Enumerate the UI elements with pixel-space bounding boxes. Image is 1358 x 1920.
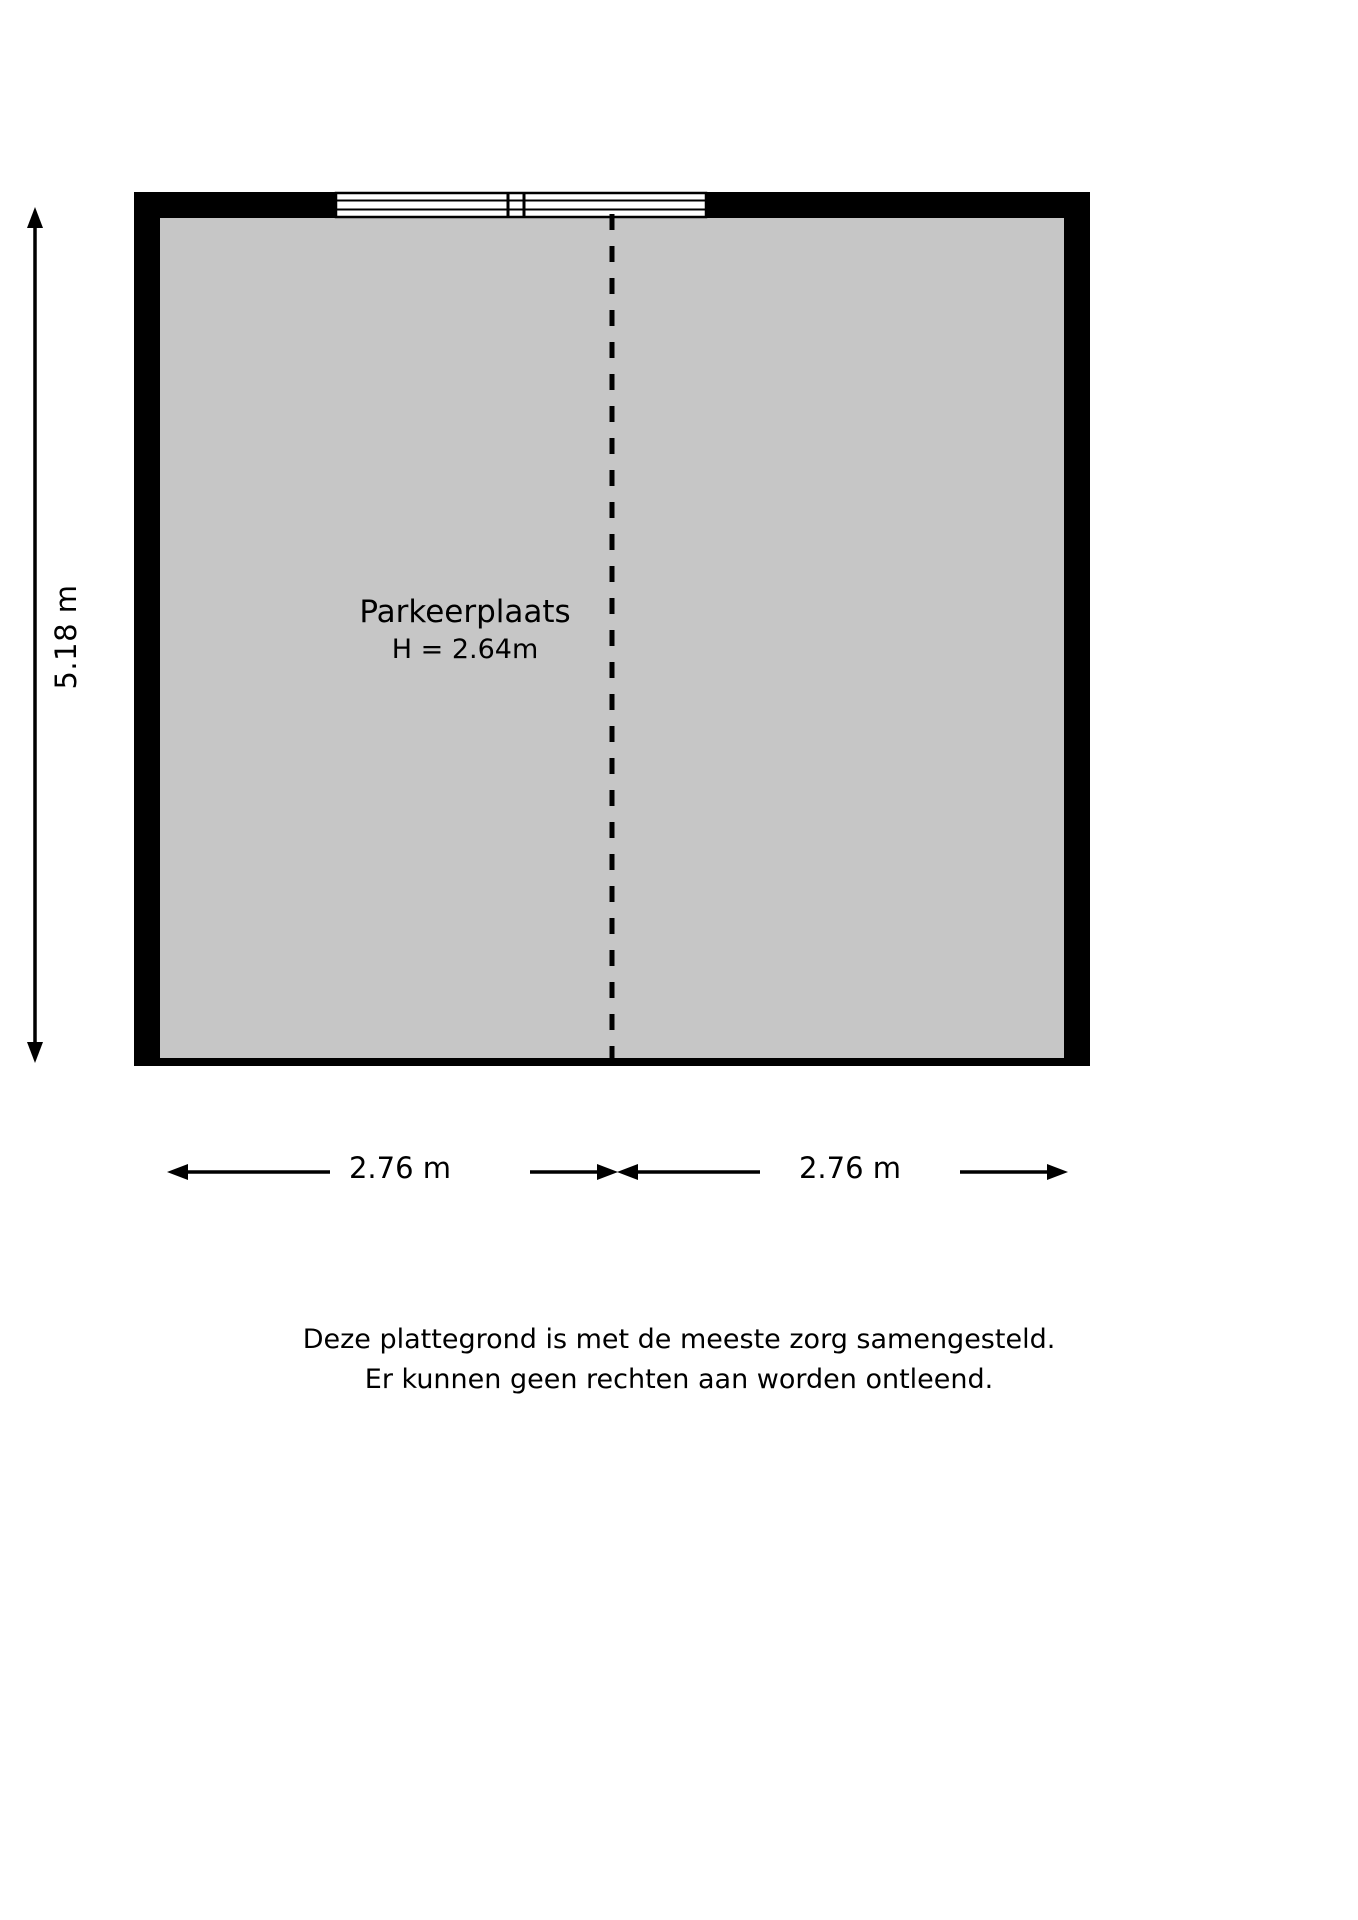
garage-door-opening <box>336 193 706 217</box>
dimension-arrow-vertical <box>27 207 43 1063</box>
room-height: H = 2.64m <box>391 634 539 665</box>
dimension-label-horizontal-left: 2.76 m <box>348 1151 452 1185</box>
dimension-label-horizontal-right: 2.76 m <box>798 1151 902 1185</box>
disclaimer-line-2: Er kunnen geen rechten aan worden ontleend. <box>364 1364 994 1395</box>
wall-top-left <box>134 192 336 218</box>
disclaimer <box>0 1320 1358 1400</box>
wall-top-right <box>706 192 1090 218</box>
room-name: Parkeerplaats <box>359 594 571 630</box>
dimension-label-vertical: 5.18 m <box>49 584 83 690</box>
disclaimer-line-1: Deze plattegrond is met de meeste zorg samengesteld. <box>302 1324 1056 1355</box>
room-label-group <box>300 592 630 668</box>
wall-left <box>134 192 160 1066</box>
wall-right <box>1064 192 1090 1066</box>
